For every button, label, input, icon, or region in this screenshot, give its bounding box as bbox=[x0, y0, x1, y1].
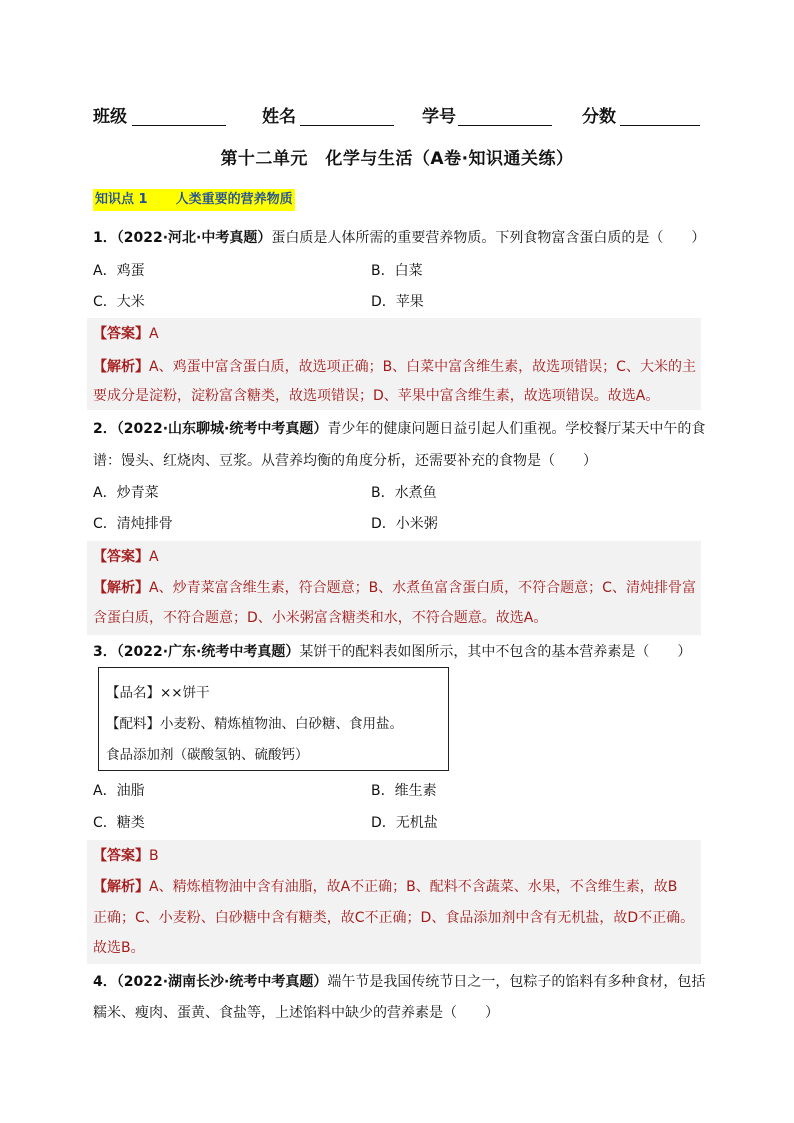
name-blank[interactable] bbox=[300, 125, 394, 126]
knowledge-point-label: 知识点 1 bbox=[95, 192, 148, 207]
question-3-analysis-line-3: 故选B。 bbox=[93, 940, 145, 956]
question-2-analysis-line-1: 【解析】A、炒青菜富含维生素，符合题意；B、水煮鱼富含蛋白质，不符合题意；C、清炖排骨富 bbox=[93, 580, 696, 596]
question-3-option-d: D．无机盐 bbox=[371, 815, 438, 831]
question-1-option-c: C．大米 bbox=[93, 294, 145, 310]
student-id-blank[interactable] bbox=[458, 125, 552, 126]
question-3-analysis-line-2: 正确；C、小麦粉、白砂糖中含有糖类，故C不正确；D、食品添加剂中含有无机盐，故D不正确。 bbox=[93, 910, 695, 926]
question-1-analysis-line-2: 要成分是淀粉，淀粉富含糖类，故选项错误；D、苹果中富含维生素，故选项错误。故选A。 bbox=[93, 388, 660, 404]
knowledge-point-heading bbox=[93, 189, 295, 211]
question-3-option-b: B．维生素 bbox=[371, 783, 437, 799]
question-2-option-a: A．炒青菜 bbox=[93, 485, 159, 501]
question-3-option-a: A．油脂 bbox=[93, 783, 145, 799]
question-2-answer: 【答案】A bbox=[93, 549, 159, 565]
knowledge-point-topic: 人类重要的营养物质 bbox=[175, 192, 293, 207]
score-label: 分数 bbox=[582, 107, 616, 127]
question-1-stem bbox=[93, 229, 705, 247]
question-4-stem-line-1: 4．（2022·湖南长沙·统考中考真题）端午节是我国传统节日之一，包粽子的馅料有多种食材，包括 bbox=[93, 974, 706, 990]
recipe-ingredients: 【配料】小麦粉、精炼植物油、白砂糖、食用盐。 bbox=[106, 716, 403, 732]
page-title: 第十二单元 化学与生活（A卷·知识通关练） bbox=[220, 149, 574, 169]
question-3-analysis-line-1: 【解析】A、精炼植物油中含有油脂，故A不正确；B、配料不含蔬菜、水果，不含维生素，故B bbox=[93, 879, 678, 895]
question-4-stem-line-2: 糯米、瘦肉、蛋黄、食盐等，上述馅料中缺少的营养素是（ ） bbox=[93, 1005, 499, 1021]
name-label: 姓名 bbox=[262, 107, 296, 127]
question-1-option-a: A．鸡蛋 bbox=[93, 263, 145, 279]
question-1-option-b: B．白菜 bbox=[371, 263, 423, 279]
question-2-analysis-line-2: 含蛋白质，不符合题意；D、小米粥富含糖类和水，不符合题意。故选A。 bbox=[93, 610, 548, 626]
question-1-source: 1．（2022·河北·中考真题） bbox=[93, 230, 272, 246]
question-2-stem-line-2: 谱：馒头、红烧肉、豆浆。从营养均衡的角度分析，还需要补充的食物是（ ） bbox=[93, 453, 597, 469]
recipe-label-box bbox=[98, 667, 449, 771]
question-4-source: 4．（2022·湖南长沙·统考中考真题） bbox=[93, 974, 328, 990]
question-2-source: 2．（2022·山东聊城·统考中考真题） bbox=[93, 421, 328, 437]
question-2-option-b: B．水煮鱼 bbox=[371, 485, 437, 501]
question-2-option-c: C．清炖排骨 bbox=[93, 516, 173, 532]
question-1-option-d: D．苹果 bbox=[371, 294, 424, 310]
student-id-label: 学号 bbox=[422, 107, 456, 127]
question-1-answer: 【答案】A bbox=[93, 326, 159, 342]
score-blank[interactable] bbox=[620, 125, 700, 126]
question-3-source: 3．（2022·广东·统考中考真题） bbox=[93, 644, 300, 660]
recipe-additives: 食品添加剂（碳酸氢钠、硫酸钙） bbox=[106, 747, 309, 763]
question-2-stem-line-1: 2．（2022·山东聊城·统考中考真题）青少年的健康问题日益引起人们重视。学校餐厅某天中午的食 bbox=[93, 421, 706, 437]
question-3-option-c: C．糖类 bbox=[93, 815, 145, 831]
recipe-product-name: 【品名】××饼干 bbox=[106, 685, 210, 701]
question-1-analysis-line-1: 【解析】A、鸡蛋中富含蛋白质，故选项正确；B、白菜中富含维生素，故选项错误；C、大米的主 bbox=[93, 359, 696, 375]
class-blank[interactable] bbox=[132, 125, 226, 126]
question-3-answer: 【答案】B bbox=[93, 848, 159, 864]
question-2-answer-block bbox=[87, 541, 701, 635]
question-1-answer-block bbox=[87, 318, 701, 410]
question-2-option-d: D．小米粥 bbox=[371, 516, 438, 532]
class-label: 班级 bbox=[93, 107, 127, 127]
question-1-text: 蛋白质是人体所需的重要营养物质。下列食物富含蛋白质的是（ ） bbox=[271, 230, 706, 246]
question-3-answer-block bbox=[87, 840, 701, 964]
question-3-stem: 3．（2022·广东·统考中考真题）某饼干的配料表如图所示，其中不包含的基本营养素是（ ） bbox=[93, 644, 692, 660]
